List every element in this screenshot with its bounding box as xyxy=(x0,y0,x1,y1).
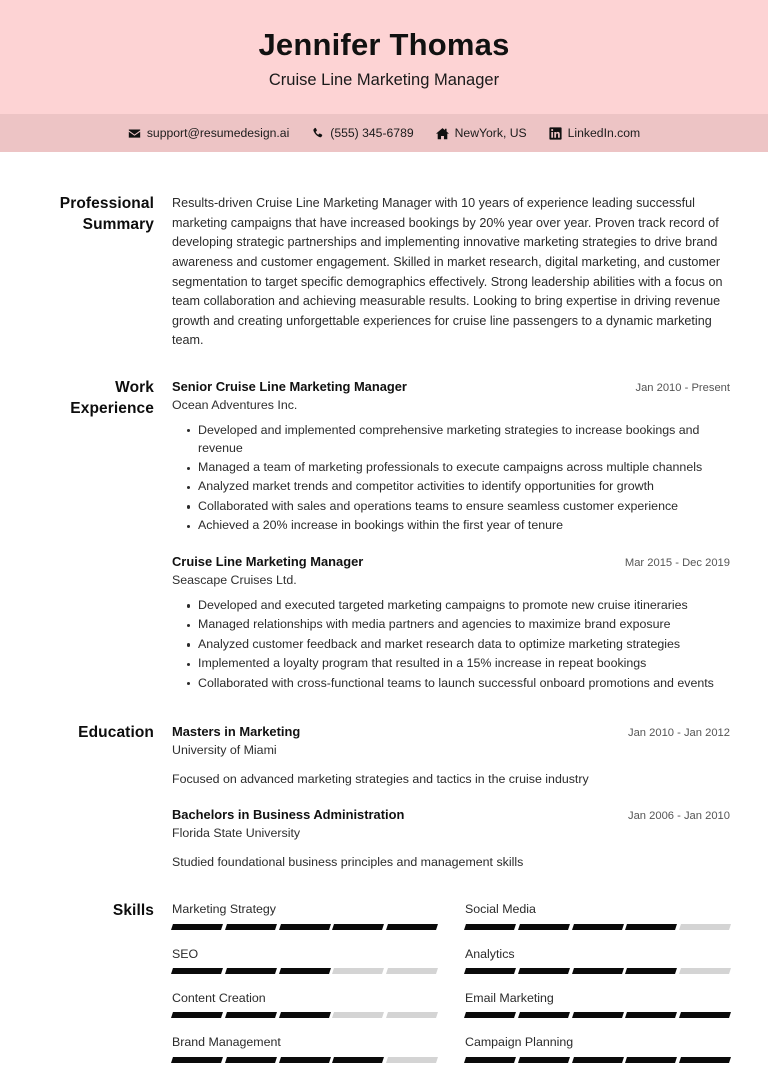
education-degree: Bachelors in Business Administration xyxy=(172,807,405,823)
skill-level-segment xyxy=(625,968,677,974)
work-entry-bullets xyxy=(172,422,730,536)
skill-level-segment xyxy=(572,924,624,930)
home-icon xyxy=(436,127,449,140)
contact-linkedin-label: LinkedIn.com xyxy=(567,126,641,140)
contact-linkedin[interactable] xyxy=(549,126,641,140)
education-entry xyxy=(172,806,730,871)
list-item: Analyzed customer feedback and market research data to optimize marketing strategies xyxy=(172,636,730,654)
section-education xyxy=(38,723,730,871)
skill-level-segment xyxy=(332,1057,384,1063)
skill-level-segment xyxy=(518,1057,570,1063)
skill-level-segment xyxy=(464,924,516,930)
work-heading-line2: Experience xyxy=(70,399,154,417)
education-entry-header xyxy=(172,723,730,740)
skill-item xyxy=(465,990,730,1034)
skill-level-bar xyxy=(465,1057,730,1063)
work-heading-line1: Work xyxy=(115,379,154,397)
list-item: Collaborated with cross-functional teams to launch successful onboard promotions and events xyxy=(172,675,730,693)
skill-level-bar xyxy=(172,924,437,930)
skill-level-segment xyxy=(625,1012,677,1018)
skill-name: Email Marketing xyxy=(465,991,554,1006)
skill-level-bar xyxy=(465,968,730,974)
education-date: Jan 2010 - Jan 2012 xyxy=(627,727,730,740)
skill-level-segment xyxy=(464,1057,516,1063)
skill-level-segment xyxy=(225,1012,277,1018)
full-name: Jennifer Thomas xyxy=(258,26,510,62)
skill-level-bar xyxy=(172,968,437,974)
skill-item xyxy=(172,946,437,990)
section-skills xyxy=(38,901,730,1078)
skill-level-segment xyxy=(171,924,223,930)
contact-email[interactable] xyxy=(128,126,289,140)
list-item: Collaborated with sales and operations teams to ensure seamless customer experience xyxy=(172,498,730,516)
skill-level-bar xyxy=(172,1012,437,1018)
list-item: Developed and executed targeted marketing campaigns to promote new cruise itineraries xyxy=(172,597,730,615)
skill-item xyxy=(465,1034,730,1078)
work-entry xyxy=(172,553,730,692)
education-entries xyxy=(172,723,730,871)
summary-paragraph: Results-driven Cruise Line Marketing Manager with 10 years of experience leading successful marketing campaigns that have increased bookings by 20% year over year. Proven track record of developing strategic partnerships and implementing innovative marketing strategies to drive brand awareness and customer engagement. Skilled in market research, digital marketing, and customer segmentation to target specific demographics effectively. Strong leadership abilities with a focus on team collaboration and achieving measurable results. Looking to bring expertise in driving revenue growth and creating unforgettable experiences for cruise line passengers to a dynamic marketing team. xyxy=(172,196,723,348)
skill-item xyxy=(172,990,437,1034)
skill-name: Brand Management xyxy=(172,1035,281,1050)
summary-heading-line2: Summary xyxy=(82,215,154,233)
skill-level-segment xyxy=(279,1057,331,1063)
phone-icon xyxy=(311,127,324,140)
work-entry-organization: Ocean Adventures Inc. xyxy=(172,397,298,412)
education-date: Jan 2006 - Jan 2010 xyxy=(627,810,730,823)
skill-level-segment xyxy=(171,968,223,974)
skill-level-segment xyxy=(332,924,384,930)
skill-level-segment xyxy=(225,968,277,974)
skill-level-segment xyxy=(679,924,731,930)
list-item: Managed relationships with media partners and agencies to maximize brand exposure xyxy=(172,616,730,634)
work-entry-title: Senior Cruise Line Marketing Manager xyxy=(172,379,407,395)
work-entry xyxy=(172,378,730,535)
list-item: Analyzed market trends and competitor activities to identify opportunities for growth xyxy=(172,478,730,496)
summary-content xyxy=(172,194,730,351)
education-entry-header xyxy=(172,806,730,823)
skill-name: Campaign Planning xyxy=(465,1035,574,1050)
skill-level-segment xyxy=(332,968,384,974)
skill-name: Marketing Strategy xyxy=(172,902,276,917)
skill-level-segment xyxy=(279,1012,331,1018)
skill-name: Social Media xyxy=(465,902,536,917)
skill-level-segment xyxy=(518,968,570,974)
contact-bar xyxy=(0,114,768,152)
skill-level-segment xyxy=(572,1012,624,1018)
skill-item xyxy=(172,901,437,945)
skill-level-segment xyxy=(386,968,438,974)
section-professional-summary xyxy=(38,194,730,351)
section-heading-summary xyxy=(38,194,172,235)
contact-location[interactable] xyxy=(436,126,527,140)
work-entry-date: Jan 2010 - Present xyxy=(635,382,730,395)
skill-level-segment xyxy=(572,1057,624,1063)
list-item: Achieved a 20% increase in bookings within the first year of tenure xyxy=(172,517,730,535)
skill-level-segment xyxy=(279,924,331,930)
skill-level-segment xyxy=(171,1012,223,1018)
work-entry-date: Mar 2015 - Dec 2019 xyxy=(624,557,730,570)
envelope-icon xyxy=(128,127,141,140)
skill-level-segment xyxy=(572,968,624,974)
summary-heading-line1: Professional xyxy=(59,195,154,212)
section-work-experience xyxy=(38,378,730,694)
work-entry-bullets xyxy=(172,597,730,693)
contact-phone[interactable] xyxy=(311,126,413,140)
skill-name: Analytics xyxy=(465,946,515,961)
education-school: University of Miami xyxy=(172,742,277,757)
skill-name: SEO xyxy=(172,946,199,961)
header-banner xyxy=(0,0,768,114)
education-description: Focused on advanced marketing strategies and tactics in the cruise industry xyxy=(172,771,589,786)
skill-level-segment xyxy=(464,1012,516,1018)
education-description: Studied foundational business principles and management skills xyxy=(172,854,524,869)
skill-level-segment xyxy=(332,1012,384,1018)
contact-email-label: support@resumedesign.ai xyxy=(146,126,290,140)
skill-level-segment xyxy=(279,968,331,974)
skill-item xyxy=(465,901,730,945)
skill-level-segment xyxy=(679,968,731,974)
contact-location-label: NewYork, US xyxy=(454,126,527,140)
work-entry-title: Cruise Line Marketing Manager xyxy=(172,554,364,570)
skill-level-bar xyxy=(465,1012,730,1018)
skill-item xyxy=(465,946,730,990)
list-item: Managed a team of marketing professionals to execute campaigns across multiple channels xyxy=(172,459,730,477)
work-entries xyxy=(172,378,730,694)
skill-level-bar xyxy=(465,924,730,930)
education-degree: Masters in Marketing xyxy=(172,724,301,740)
skill-item xyxy=(172,1034,437,1078)
skill-level-segment xyxy=(625,1057,677,1063)
skills-content xyxy=(172,901,730,1078)
skill-level-segment xyxy=(386,1012,438,1018)
work-entry-organization: Seascape Cruises Ltd. xyxy=(172,572,297,587)
section-heading-education: Education xyxy=(78,724,154,742)
skill-level-segment xyxy=(518,1012,570,1018)
skill-level-segment xyxy=(225,1057,277,1063)
skill-level-segment xyxy=(679,1057,731,1063)
section-heading-skills: Skills xyxy=(112,902,154,920)
education-entry xyxy=(172,723,730,788)
skill-name: Content Creation xyxy=(172,991,266,1006)
skill-level-segment xyxy=(518,924,570,930)
skills-grid xyxy=(172,901,730,1078)
skill-level-segment xyxy=(464,968,516,974)
skill-level-segment xyxy=(171,1057,223,1063)
education-school: Florida State University xyxy=(172,825,301,840)
section-heading-work xyxy=(38,378,172,419)
skill-level-segment xyxy=(225,924,277,930)
skill-level-segment xyxy=(386,924,438,930)
list-item: Developed and implemented comprehensive marketing strategies to increase bookings and revenue xyxy=(172,422,730,458)
contact-phone-label: (555) 345-6789 xyxy=(330,126,414,140)
work-entry-header xyxy=(172,553,730,570)
skill-level-segment xyxy=(625,924,677,930)
work-entry-header xyxy=(172,378,730,395)
linkedin-icon xyxy=(549,127,562,140)
resume-body xyxy=(0,194,768,1078)
skill-level-bar xyxy=(172,1057,437,1063)
skill-level-segment xyxy=(386,1057,438,1063)
skill-level-segment xyxy=(679,1012,731,1018)
job-title: Cruise Line Marketing Manager xyxy=(268,71,500,90)
list-item: Implemented a loyalty program that resulted in a 15% increase in repeat bookings xyxy=(172,655,730,673)
